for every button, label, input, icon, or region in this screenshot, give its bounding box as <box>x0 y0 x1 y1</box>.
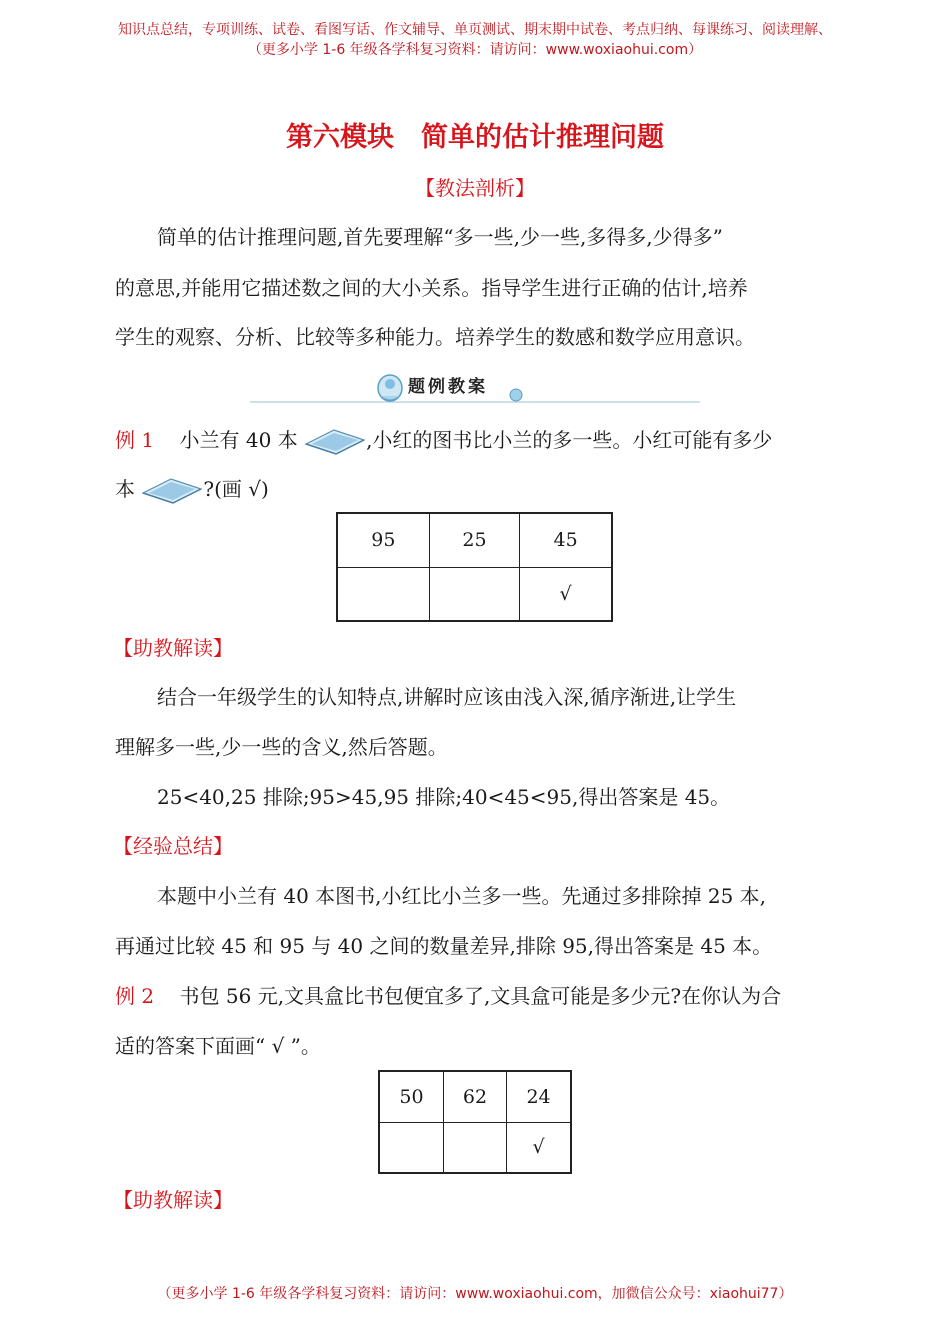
example-1-label: 例 1 <box>115 428 155 452</box>
ex2-value-cell: 24 <box>507 1071 571 1122</box>
example-1-answer-table <box>336 512 613 622</box>
example-1-line-1 <box>115 425 772 456</box>
header-line-2: （更多小学 1-6 年级各学科复习资料：请访问：www.woxiaohui.com） <box>247 42 703 58</box>
header-line-1: 知识点总结，专项训练、试卷、看图写话、作文辅导、单页测试、期末期中试卷、考点归纳、每课练习、阅读理解、 <box>118 22 832 38</box>
summary-line-1: 本题中小兰有 40 本图书,小红比小兰多一些。先通过多排除掉 25 本, <box>157 884 767 908</box>
ex1-value-cell: 25 <box>429 513 519 567</box>
ex2-mark-cell <box>443 1122 506 1173</box>
ex2-mark-cell: √ <box>507 1122 571 1173</box>
helper-1-line-2: 理解多一些,少一些的含义,然后答题。 <box>115 735 448 759</box>
ex1-value-cell: 45 <box>520 513 612 567</box>
footer: （更多小学 1-6 年级各学科复习资料：请访问：www.woxiaohui.com，加微信公众号：xiaohui77） <box>157 1286 793 1302</box>
method-paragraph-line-2: 的意思,并能用它描述数之间的大小关系。指导学生进行正确的估计,培养 <box>115 276 748 300</box>
example-2-answer-table <box>378 1070 572 1174</box>
book-icon <box>141 477 203 505</box>
example-1-text-b: ,小红的图书比小兰的多一些。小红可能有多少 <box>366 428 773 452</box>
book-icon <box>304 428 366 456</box>
ex1-mark-cell <box>337 567 429 621</box>
example-1-text-c: 本 <box>115 477 135 501</box>
ex2-value-cell: 62 <box>443 1071 506 1122</box>
example-1-line-2 <box>115 474 269 505</box>
helper-1-line-3: 25<40,25 排除;95>45,95 排除;40<45<95,得出答案是 45。 <box>157 785 731 809</box>
page-title: 第六模块 简单的估计推理问题 <box>286 122 664 153</box>
ex2-mark-cell <box>379 1122 443 1173</box>
banner-label: 题例教案 <box>408 377 488 397</box>
section-helper-heading-2: 【助教解读】 <box>113 1188 233 1212</box>
ex1-mark-cell <box>429 567 519 621</box>
helper-1-line-1: 结合一年级学生的认知特点,讲解时应该由浅入深,循序渐进,让学生 <box>157 685 737 709</box>
ex1-mark-cell: √ <box>520 567 612 621</box>
summary-line-2: 再通过比较 45 和 95 与 40 之间的数量差异,排除 95,得出答案是 45 本。 <box>115 934 773 958</box>
section-helper-heading-1: 【助教解读】 <box>113 636 233 660</box>
ex1-value-cell: 95 <box>337 513 429 567</box>
example-2-label: 例 2 <box>115 984 155 1008</box>
example-2-line-2: 适的答案下面画“ √ ”。 <box>115 1034 321 1058</box>
example-2-line-1 <box>115 981 781 1011</box>
method-paragraph-line-3: 学生的观察、分析、比较等多种能力。培养学生的数感和数学应用意识。 <box>115 325 755 349</box>
example-1-text-a: 小兰有 40 本 <box>179 428 298 452</box>
example-1-text-d: ?(画 √) <box>203 477 269 501</box>
ex2-value-cell: 50 <box>379 1071 443 1122</box>
section-summary-heading: 【经验总结】 <box>113 834 233 858</box>
method-paragraph-line-1: 简单的估计推理问题,首先要理解“多一些,少一些,多得多,少得多” <box>157 225 723 249</box>
example-banner <box>250 368 700 408</box>
example-2-text-a: 书包 56 元,文具盒比书包便宜多了,文具盒可能是多少元?在你认为合 <box>179 984 782 1008</box>
section-method-heading: 【教法剖析】 <box>415 176 535 200</box>
